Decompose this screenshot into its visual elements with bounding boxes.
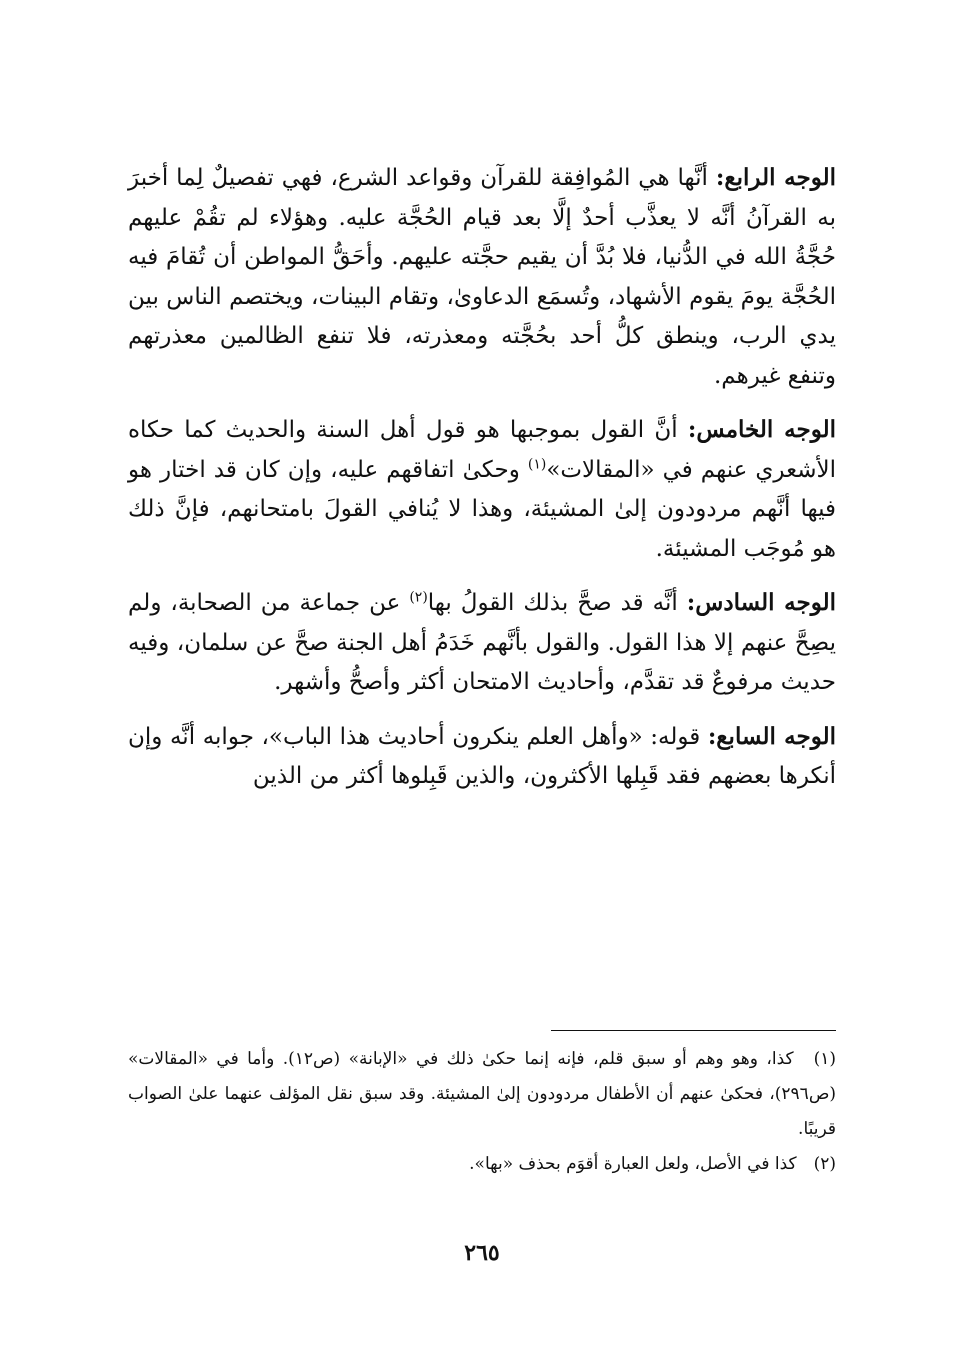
footnote-reference[interactable]: (٢) xyxy=(409,589,428,606)
footnote-number: (٢) xyxy=(813,1154,836,1174)
paragraph-heading: الوجه الخامس: xyxy=(687,416,837,443)
paragraph-heading: الوجه السابع: xyxy=(707,722,836,750)
paragraph-text: أنَّ القول بموجبها هو قول أهل السنة والحديث كما حكاه الأشعري عنهم في «المقالات» xyxy=(128,417,836,483)
footnotes xyxy=(128,1042,836,1182)
footnote-number: (١) xyxy=(813,1049,836,1069)
footnote-2 xyxy=(128,1147,836,1182)
footnote-1 xyxy=(128,1042,836,1147)
paragraph-seventh-aspect xyxy=(128,717,836,797)
paragraph-text-continued: عن جماعة من الصحابة، ولم يصِحَّ عنهم إلا هذا القول. والقول بأنَّهم خَدَمُ أهل الجنة صحَّ عن سلمان، وفيه حديث مرفوعٌ قد تقدَّم، وأحاديث الامتحان أكثر وأصحُّ وأشهر. xyxy=(128,590,836,695)
paragraph-text: أنَّه قد صحَّ بذلك القولُ بها xyxy=(427,590,678,616)
page-number: ٢٦٥ xyxy=(464,1240,500,1266)
paragraph-text-continued: وحكىٰ اتفاقهم عليه، وإن كان قد اختار هو فيها أنَّهم مردودون إلىٰ المشيئة، وهذا لا يُنافي القولَ بامتحانهم، فإنَّ ذلك هو مُوجَب المشيئة. xyxy=(128,456,836,562)
footnote-text: كذا، وهو وهم أو سبق قلم، فإنه إنما حكىٰ ذلك في «الإبانة» (ص١٢). وأما في «المقالات» (ص٢٩٦)، فحكىٰ عنهم أن الأطفال مردودون إلىٰ المشيئة. وقد سبق نقل المؤلف عنهما علىٰ الصواب قريبًا. xyxy=(128,1049,836,1139)
paragraph-fourth-aspect xyxy=(128,158,836,396)
paragraph-sixth-aspect xyxy=(128,583,836,703)
paragraph-text: أنَّها هي المُوافِقة للقرآن وقواعد الشرع، فهي تفصيلٌ لِما أخبرَ به القرآنُ أنَّه لا يعذَّب أحدٌ إلَّا بعد قيام الحُجَّة عليه. وهؤلاء لم تقُمْ عليهم حُجَّةُ الله في الدُّنيا، فلا بُدَّ أن يقيم حجَّته عليهم. وأحَقُّ المواطن أن تُقامَ فيه الحُجَّة يومَ يقوم الأشهاد، وتُسمَع الدعاوىٰ، وتقام البينات، ويختصم الناس بين يدي الرب، وينطق كلُّ أحد بحُجَّته ومعذرته، فلا تنفع الظالمين معذرتهم وتنفع غيرهم. xyxy=(128,165,836,389)
paragraph-fifth-aspect xyxy=(128,410,836,569)
footnote-text: كذا في الأصل، ولعل العبارة أقوَم بحذف «بها». xyxy=(469,1154,797,1174)
main-text xyxy=(128,158,836,811)
paragraph-heading: الوجه السادس: xyxy=(686,589,837,616)
paragraph-heading: الوجه الرابع: xyxy=(715,164,836,191)
paragraph-text: قوله: «وأهل العلم ينكرون أحاديث هذا الباب»، جوابه أنَّه وإن أنكرها بعضهم فقد قَبِلها الأكثرون، والذين قَبِلوها أكثر من الذين xyxy=(128,723,836,789)
footnote-divider xyxy=(551,1030,836,1031)
footnote-reference[interactable]: (١) xyxy=(527,455,547,472)
